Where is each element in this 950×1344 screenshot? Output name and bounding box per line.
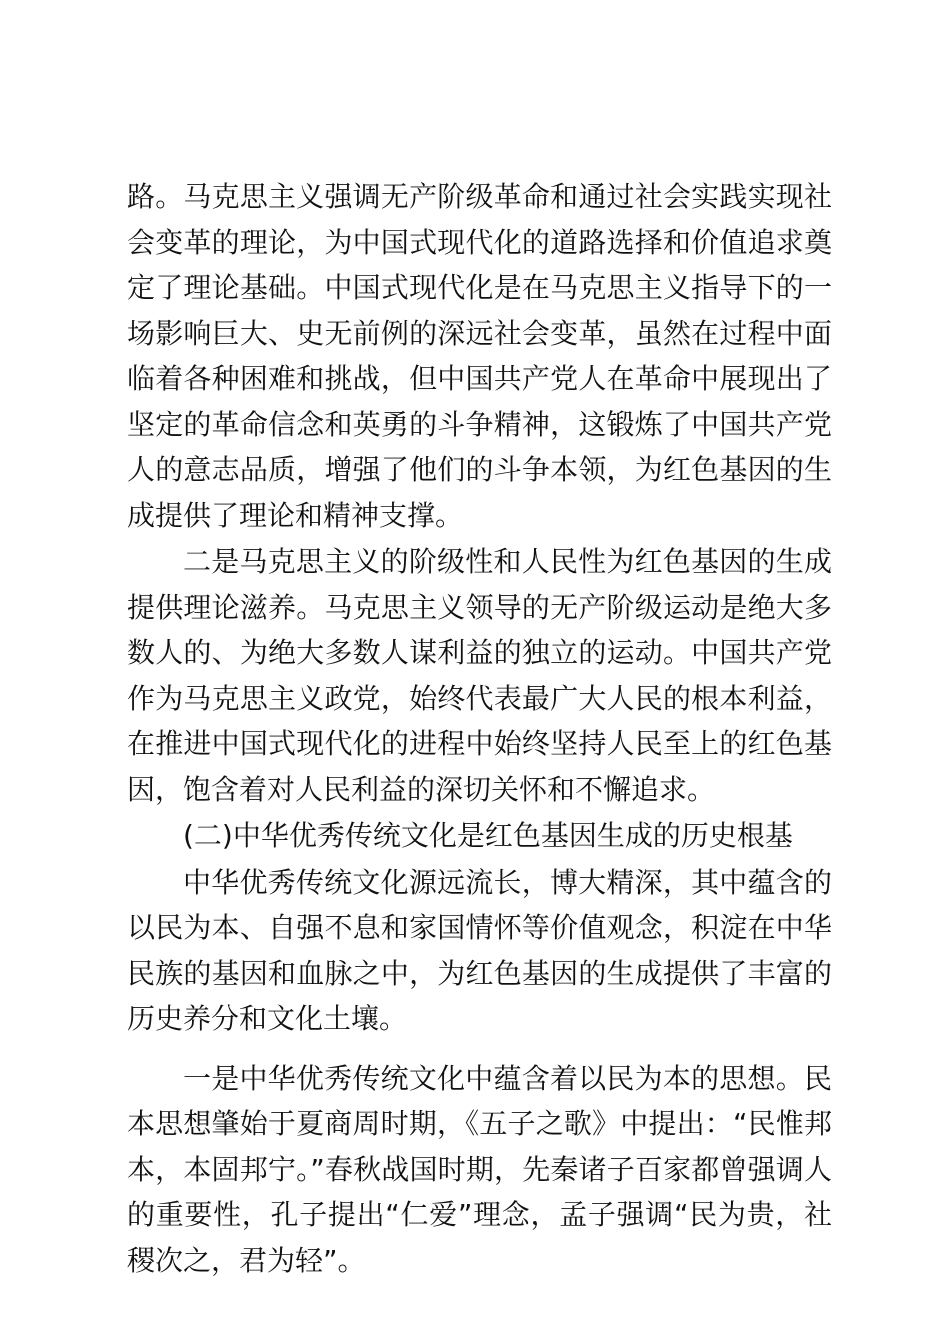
section-heading-traditional-culture: (二)中华优秀传统文化是红色基因生成的历史根基 — [183, 819, 793, 852]
paragraph-traditional-culture-intro: 中华优秀传统文化源远流长，博大精深，其中蕴含的以民为本、自强不息和家国情怀等价值观念，积淀在中华民族的基因和血脉之中，为红色基因的生成提供了丰富的历史养分和文化土壤。 — [127, 865, 832, 1035]
document-page — [127, 174, 832, 1283]
paragraph-class-and-people-nature: 二是马克思主义的阶级性和人民性为红色基因的生成提供理论滋养。马克思主义领导的无产阶级运动是绝大多数人的、为绝大多数人谋利益的独立的运动。中国共产党作为马克思主义政党，始终代表最广大人民的根本利益，在推进中国式现代化的进程中始终坚持人民至上的红色基因，饱含着对人民利益的深切关怀和不懈追求。 — [127, 545, 832, 806]
paragraph-marxism-theory-foundation: 路。马克思主义强调无产阶级革命和通过社会实践实现社会变革的理论，为中国式现代化的道路选择和价值追求奠定了理论基础。中国式现代化是在马克思主义指导下的一场影响巨大、史无前例的深远社会变革，虽然在过程中面临着各种困难和挑战，但中国共产党人在革命中展现出了坚定的革命信念和英勇的斗争精神，这锻炼了中国共产党人的意志品质，增强了他们的斗争本领，为红色基因的生成提供了理论和精神支撑。 — [127, 180, 832, 532]
paragraph-people-oriented-thought: 一是中华优秀传统文化中蕴含着以民为本的思想。民本思想肇始于夏商周时期，《五子之歌》中提出：“民惟邦本，本固邦宁。”春秋战国时期，先秦诸子百家都曾强调人的重要性，孔子提出“仁爱”理念，孟子强调“民为贵，社稷次之，君为轻”。 — [127, 1061, 832, 1277]
